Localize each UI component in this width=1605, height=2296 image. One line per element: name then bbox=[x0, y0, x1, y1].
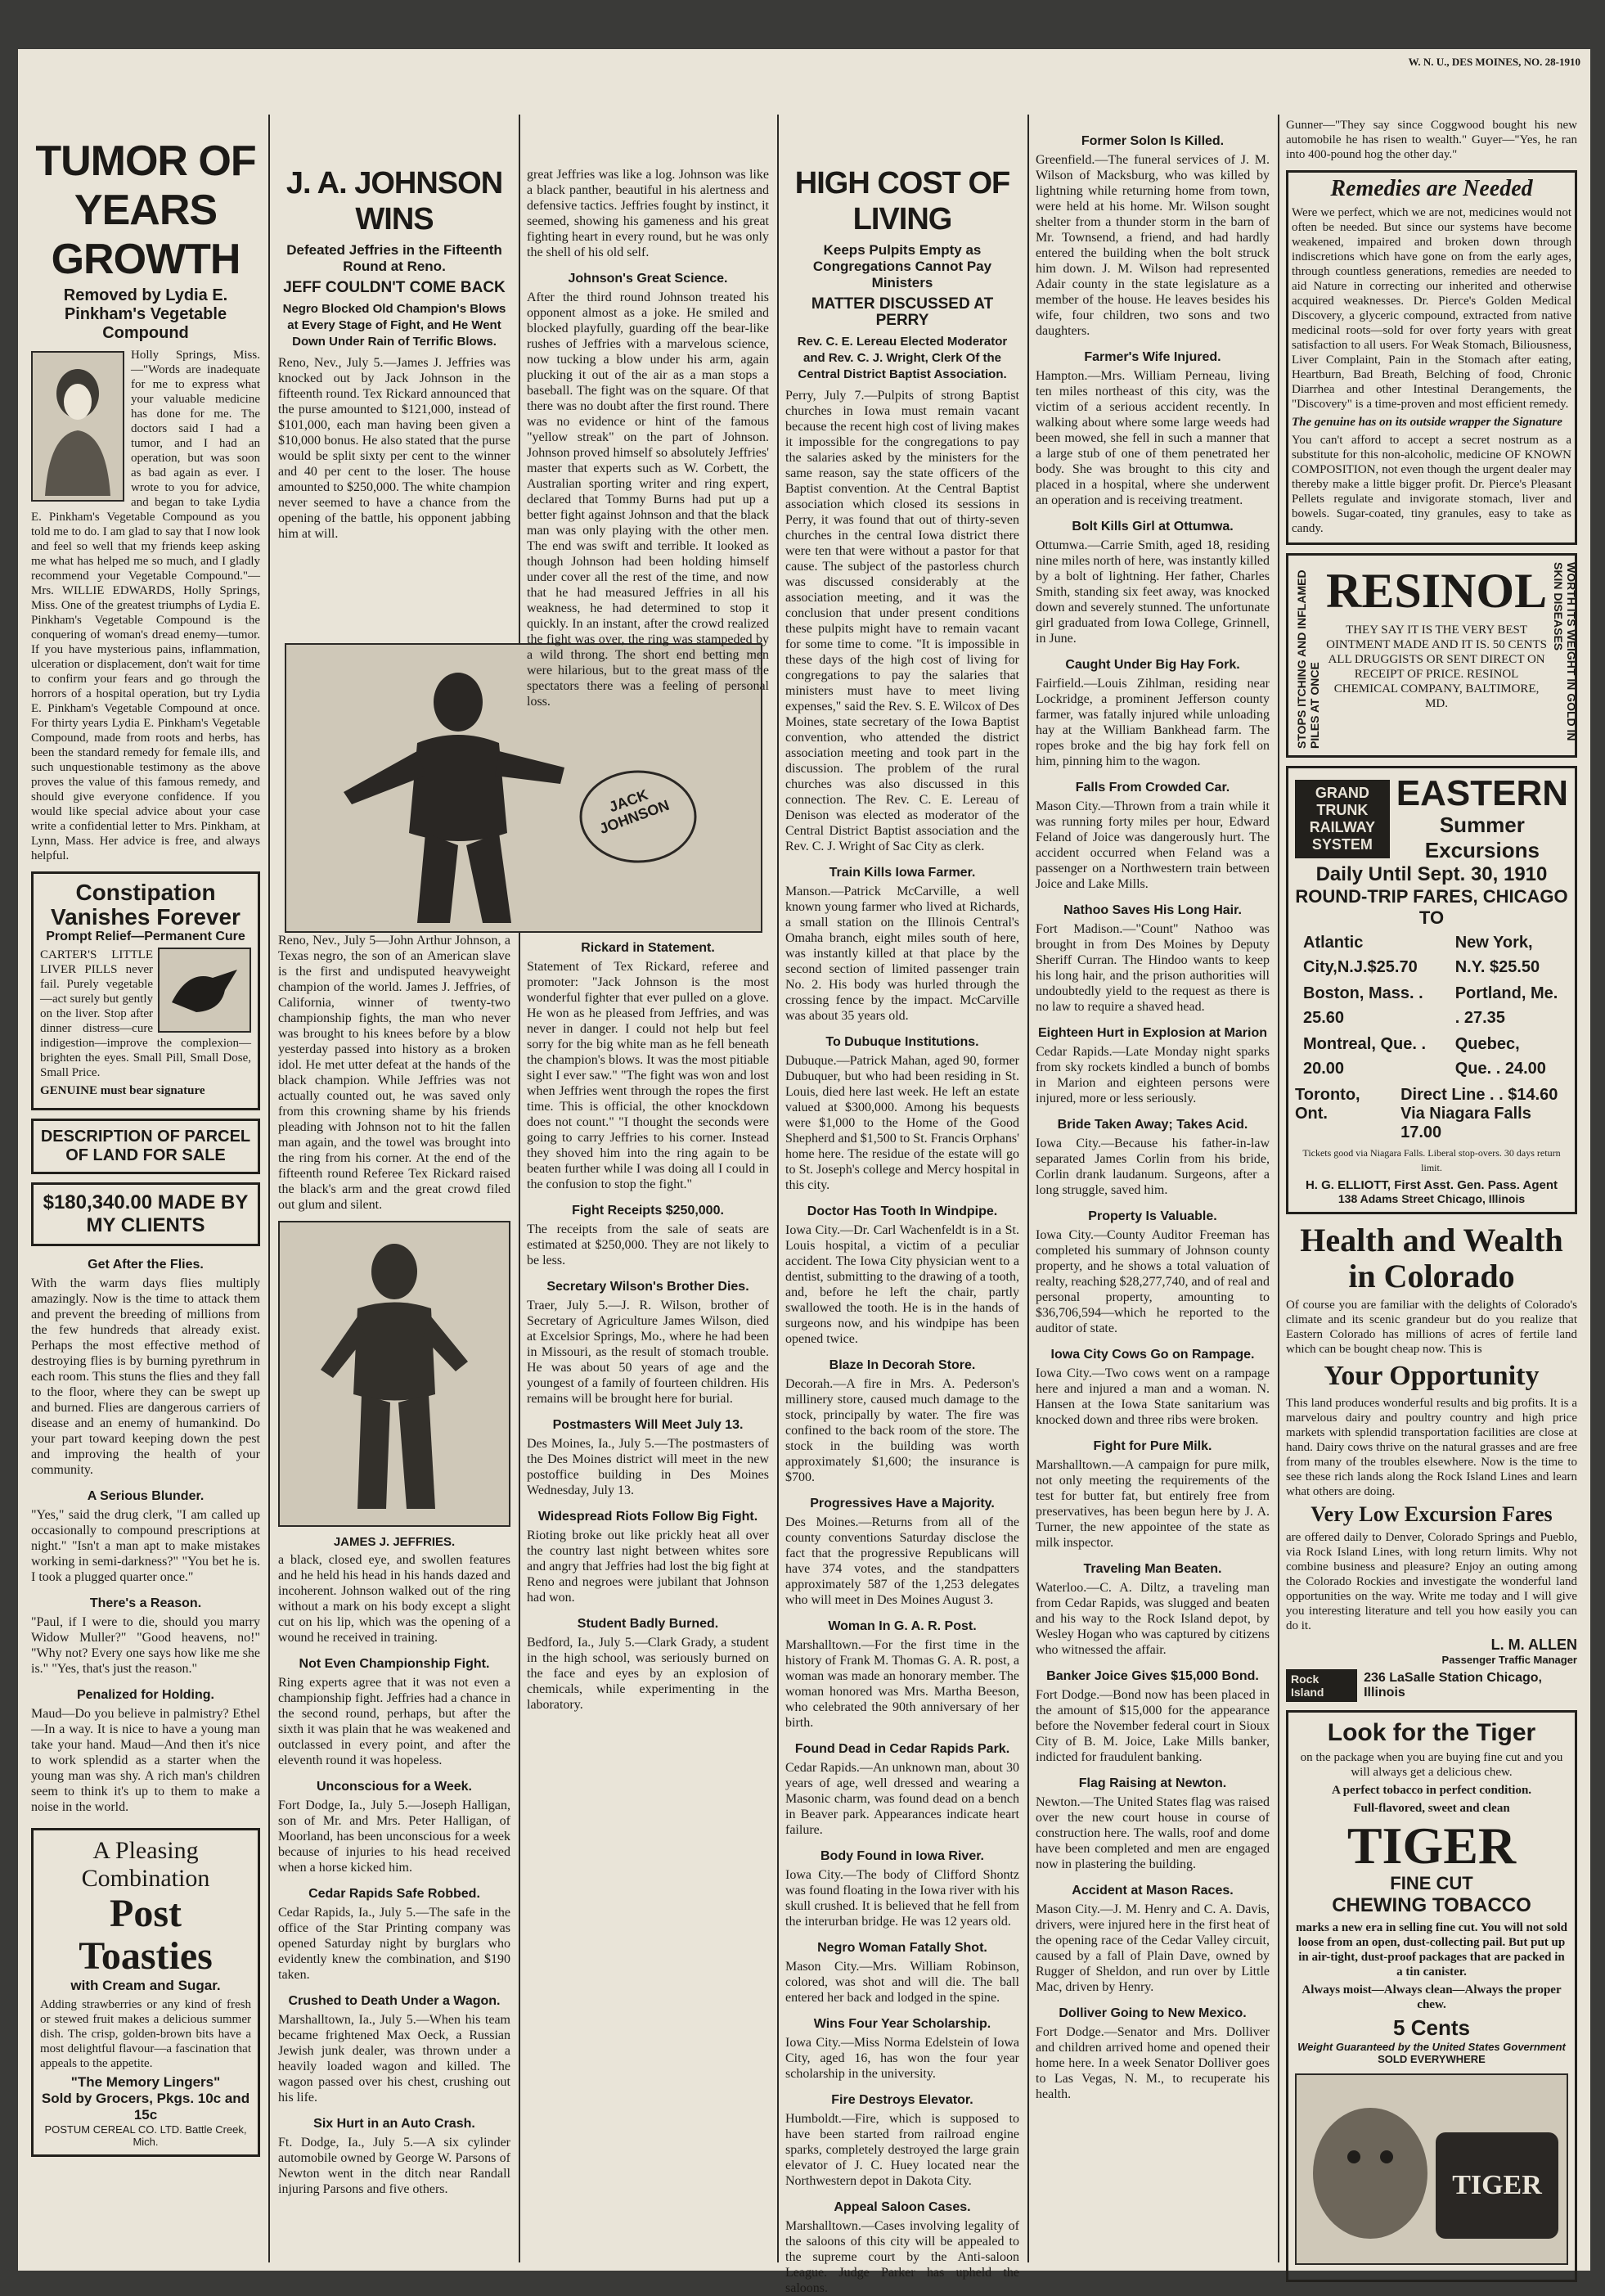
post-line-2: Combination bbox=[81, 1865, 210, 1892]
col4-deck-2: MATTER DISCUSSED AT PERRY bbox=[811, 295, 994, 329]
col4-body-4: Iowa City.—Dr. Carl Wachenfeldt is in a St. Louis hospital, a victim of a peculiar accident. The Iowa City physician went to a dentist, submitting to the drawing of a tooth, and, before he left the chair, partly swallowed the tooth. He is in the hands of surgeons now, and his windpipe has been opened twice. bbox=[785, 1223, 1019, 1346]
col3-body-8: Bedford, Ia., July 5.—Clark Grady, a student in the high school, was seriously burned on the face and eyes by an explosion of chemicals, while experimenting in the laboratory. bbox=[527, 1636, 769, 1712]
colorado-subhead-2: Very Low Excursion Fares bbox=[1311, 1502, 1553, 1526]
johnson-headline: J. A. JOHNSON WINS bbox=[285, 166, 503, 236]
column-3-upper bbox=[520, 164, 776, 709]
remedies-foot: You can't afford to accept a secret nostrum as a substitute for this non-alcoholic, medicine OF KNOWN COMPOSITION, not even though the urgent dealer may thereby make a little bigger profit. Dr. Pierce's Pleasant Pellets regulate and invigorate stomach, liver and bowels. Sugar-coated, tiny granules, easy to take as candy. bbox=[1292, 434, 1571, 535]
johnson-deck-2: JEFF COULDN'T COME BACK bbox=[283, 279, 506, 296]
cost-of-living-headline: HIGH COST OF LIVING bbox=[794, 166, 1010, 236]
post-body: Adding strawberries or any kind of fresh or stewed fruit makes a delicious summer dish. The crisp, golden-brown bits have a most delightful flavour—a fascination that appeals to the appetite. bbox=[40, 1998, 251, 2070]
colorado-agent: L. M. ALLEN bbox=[1490, 1636, 1577, 1653]
pinkham-ad bbox=[31, 139, 260, 863]
col5-body-15: Mason City.—J. M. Henry and C. A. Davis, drivers, were injured here in the first heat of the opening race of the Cedar Valley circuit, caused by a fall of Plain Dave, owned by Rugger of Sheldon, and run over by Little Mac, driven by Henry. bbox=[1036, 1902, 1270, 1994]
col5-sub-15: Accident at Mason Races. bbox=[1072, 1884, 1234, 1898]
rock-island-logo: Rock Island bbox=[1286, 1669, 1357, 1702]
jeffries-photo bbox=[278, 1221, 510, 1527]
johnson-photo-caption: JACK JOHNSON bbox=[597, 786, 672, 838]
col4-body-11: Iowa City.—Miss Norma Edelstein of Iowa City, aged 16, has won the four year scholarship in the university. bbox=[785, 2036, 1019, 2081]
column-rule bbox=[268, 115, 270, 2262]
col5-body-12: Waterloo.—C. A. Diltz, a traveling man from Cedar Rapids, was slugged and beaten and his way to the Rock Island depot, by Wesley Hogan who was captured by citizens who witnessed the affair. bbox=[1036, 1581, 1270, 1657]
colorado-body-2: This land produces wonderful results and big profits. It is a marvelous dairy and poultry country and high price markets with splendid transportation facilities are close at hand. Dairy cows thrive on the natural grasses and are free from many of the troubles elsewhere. Now is the time to see these rich lands along the Rock Island Lines and learn what others are doing. bbox=[1286, 1397, 1577, 1498]
col5-sub-5: Falls From Crowded Car. bbox=[1075, 781, 1230, 795]
johnson-body-1: Reno, Nev., July 5.—James J. Jeffries was knocked out by Jack Johnson in the fifteenth round. Tex Rickard announced that the purse amounted to $121,000, instead of $101,000, each man having been given a $10,000 bonus. He also stated that the purse would be split sixty per cent to the winner and 40 per cent to the loser. The house amounted to $250,000. The white champion never seemed to have a chance from the opening of the battle, his opponent jabbing him at will. bbox=[278, 356, 510, 541]
fare-row bbox=[1297, 1032, 1567, 1081]
post-line-4: Toasties bbox=[79, 1934, 213, 1978]
gt-fares-table bbox=[1295, 929, 1568, 1083]
col5-sub-9: Property Is Valuable. bbox=[1088, 1209, 1217, 1223]
gt-headline-1: EASTERN bbox=[1396, 773, 1568, 813]
woman-portrait bbox=[31, 351, 124, 502]
crow-icon bbox=[164, 953, 245, 1027]
col4-body-2: Manson.—Patrick McCarville, a well known young farmer who lived at Richards, a small station on the Illinois Central's Omaha branch, eight miles south of here, was instantly killed at that place by the second section of limited passenger train No. 2. His body was hurled through the crossing fence by the impact. McCarville was about 35 years old. bbox=[785, 885, 1019, 1023]
col2-sub-3: Cedar Rapids Safe Robbed. bbox=[308, 1887, 480, 1901]
col3-sub-5: Postmasters Will Meet July 13. bbox=[552, 1418, 744, 1432]
fare-cell: New York, N.Y. $25.50 bbox=[1454, 934, 1540, 976]
remedies-signature-label: The genuine has on its outside wrapper the Signature bbox=[1292, 416, 1562, 429]
tiger-chewing: CHEWING TOBACCO bbox=[1332, 1894, 1531, 1916]
gt-toronto: Toronto, Ont. bbox=[1295, 1086, 1360, 1123]
col5-body-5: Mason City.—Thrown from a train while it was running forty miles per hour, Edward Feland of Joice was dangerously hurt. The accident occurred when Feland was a passenger on a Northwestern train between Joice and Lake Mills. bbox=[1036, 799, 1270, 891]
col3-body-1: great Jeffries was like a log. Johnson was like a black panther, beautiful in his alertness and defensive tactics. Jeffries fought by instinct, it seemed, showing his gameness and his great fighting heart in every round, but he was only the shell of his old self. bbox=[527, 168, 769, 259]
col5-sub-6: Nathoo Saves His Long Hair. bbox=[1063, 903, 1242, 917]
col5-body-7: Cedar Rapids.—Late Monday night sparks from sky rockets kindled a bunch of bombs in Marion and eighteen persons were injured, more or less seriously. bbox=[1036, 1045, 1270, 1105]
col4-sub-7: Found Dead in Cedar Rapids Park. bbox=[794, 1742, 1010, 1756]
col3-body-6: Des Moines, Ia., July 5.—The postmasters of the Des Moines district will meet in the new postoffice building in Des Moines Wednesday, July 13. bbox=[527, 1437, 769, 1497]
tiger-can-image bbox=[1295, 2073, 1568, 2265]
patent-title: $180,340.00 MADE BY MY CLIENTS bbox=[43, 1191, 249, 1236]
column-1 bbox=[25, 49, 267, 2271]
col2-body-8: Ft. Dodge, Ia., July 5.—A six cylinder automobile owned by George W. Parsons of Newton went in the ditch near Randall injuring Parsons and five others. bbox=[278, 2136, 510, 2196]
colorado-subhead-1: Your Opportunity bbox=[1324, 1361, 1540, 1391]
colorado-agent-title: Passenger Traffic Manager bbox=[1441, 1654, 1577, 1666]
grand-trunk-logo: GRAND TRUNK RAILWAY SYSTEM bbox=[1295, 780, 1390, 858]
holding-body: Maud—Do you believe in palmistry? Ethel—In a way. It is nice to have a young man take your hand. Maud—And then it's nice to work splendid as a starter when the young man was shy. A rich man's children seem to think it's up to them to make a noise in the world. bbox=[31, 1707, 260, 1814]
post-maker: POSTUM CEREAL CO. LTD. Battle Creek, Mich. bbox=[44, 2123, 247, 2148]
pinkham-body: Holly Springs, Miss.—"Words are inadequate for me to express what your valuable medicine has done for me. The doctors said I had a tumor, and I had an operation, but was soon as bad again as ever. I wrote to you for advice, and began to take Lydia E. Pinkham's Vegetable Compound as you told me to do. I am glad to say that I now look and feel so well that my friends keep asking me what has helped me so much, and I gladly recommend your Vegetable Compound."—Mrs. WILLIE EDWARDS, Holly Springs, Miss. One of the greatest triumphs of Lydia E. Pinkham's Vegetable Compound is the conquering of woman's dread enemy—tumor. If you have mysterious pains, inflammation, ulceration or displacement, don't wait for time to confirm your fears and go through the horrors of a hospital operation, but try Lydia E. Pinkham's Vegetable Compound at once. For thirty years Lydia E. Pinkham's Vegetable Compound, made from roots and herbs, has been the standard remedy for female ills, and such unquestionable testimony as the above proves the value of this famous remedy, and should give everyone confidence. If you would like special advice about your case write a confidential letter to Mrs. Pinkham, at Lynn, Mass. Her advice is free, and always helpful. bbox=[31, 349, 260, 862]
woman-portrait-icon bbox=[37, 357, 119, 496]
col5-body-14: Newton.—The United States flag was raised over the new court house in course of construction here. The walls, roof and dome have been completed and men are engaged now in plastering the building. bbox=[1036, 1795, 1270, 1871]
colorado-headline-1: Health and Wealth bbox=[1300, 1222, 1563, 1258]
johnson-deck-3: Negro Blocked Old Champion's Blows at Every Stage of Fight, and He Went Down Under Rain of Terrific Blows. bbox=[282, 302, 506, 349]
flies-title: Get After the Flies. bbox=[88, 1258, 204, 1272]
fare-row bbox=[1297, 930, 1567, 979]
tiger-can-label: TIGER bbox=[1452, 2170, 1542, 2200]
resinol-name: RESINOL bbox=[1326, 564, 1548, 618]
fare-row bbox=[1297, 981, 1567, 1030]
col3-sub-4: Secretary Wilson's Brother Dies. bbox=[546, 1280, 749, 1294]
col3-sub-2: Rickard in Statement. bbox=[581, 941, 715, 955]
col5-body-1: Greenfield.—The funeral services of J. M. Wilson of Macksburg, who was killed by lightning while returning home from town, were held at his home. Mr. Wilson sought shelter from a thunder storm in the barn of Mr. Townsend, a friend, and had hardly entered the building when the bolt struck him down. J. M. Wilson had represented Adair county in the state legislature as a member of the house. He leaves besides his wife, four children, two sons and two daughters. bbox=[1036, 153, 1270, 338]
gt-direct: Direct Line . . $14.60 bbox=[1400, 1086, 1558, 1104]
col5-sub-11: Fight for Pure Milk. bbox=[1093, 1439, 1212, 1453]
tiger-body-5: Always moist—Always clean—Always the proper chew. bbox=[1302, 1983, 1562, 2011]
col5-sub-4: Caught Under Big Hay Fork. bbox=[1065, 658, 1240, 672]
col4-body-8: Cedar Rapids.—An unknown man, about 30 years of age, well dressed and wearing a Masonic charm, was found dead on a bench in Beaver park. Appearances indicate heart failure. bbox=[785, 1761, 1019, 1837]
fare-cell: Atlantic City,N.J.$25.70 bbox=[1303, 934, 1418, 976]
tiger-price: 5 Cents bbox=[1393, 2015, 1470, 2040]
flies-body: With the warm days flies multiply amazingly. Now is the time to attack them and prevent the breeding of millions from the few hundreds that already exist. Perhaps the most effective method of destroying flies is by burning pyrethrum in each room. This stuns the flies and they fall to the floor, where they can be swept up and burned. Flies are dangerous carriers of disease and an enemy of humankind. Do your part toward keeping down the pest and improving the health of your community. bbox=[31, 1276, 260, 1477]
tiger-body-1: on the package when you are buying fine cut and you will always get a delicious chew. bbox=[1300, 1751, 1563, 1779]
col3-sub-7: Student Badly Burned. bbox=[577, 1617, 719, 1631]
gt-headline-4: ROUND-TRIP FARES, CHICAGO TO bbox=[1295, 886, 1568, 928]
col5-body-9: Iowa City.—County Auditor Freeman has completed his summary of Johnson county property, and he shows a total valuation of realty, reaching $28,277,740, and of real and personal property, amounting to $36,706,594—which he reported to the auditor of state. bbox=[1036, 1228, 1270, 1335]
col5-sub-16: Dolliver Going to New Mexico. bbox=[1059, 2006, 1247, 2020]
resinol-ad bbox=[1286, 553, 1577, 758]
col2-sub-2: Unconscious for a Week. bbox=[317, 1780, 472, 1794]
remedies-headline: Remedies are Needed bbox=[1330, 176, 1533, 201]
pinkham-headline-2: YEARS bbox=[74, 187, 218, 234]
col4-sub-11: Fire Destroys Elevator. bbox=[831, 2093, 973, 2107]
tiger-brand: TIGER bbox=[1346, 1817, 1517, 1875]
post-line-1: A Pleasing bbox=[92, 1837, 199, 1864]
col2-body-5: Fort Dodge, Ia., July 5.—Joseph Halligan, son of Mr. and Mrs. Peter Halligan, of Moorland, has been unconscious for a week because of injuries to his head received when a horse kicked him. bbox=[278, 1799, 510, 1875]
col5-body-11: Marshalltown.—A campaign for pure milk, not only meeting the requirements of the test for butter fat, but entirely free from preservatives, has been begun here by J. A. Turner, the new appointee of the state as milk inspector. bbox=[1036, 1458, 1270, 1550]
tiger-fine-cut: FINE CUT bbox=[1390, 1873, 1473, 1893]
col4-body-5: Decorah.—A fire in Mrs. A. Pederson's millinery store, caused much damage to the stock, principally by water. The fire was confined to the back room of the store. The stock in the building was worth approximately $1,600; the insurance is $700. bbox=[785, 1377, 1019, 1484]
col5-body-16: Fort Dodge.—Senator and Mrs. Dolliver and children arrived home and opened their home here. In a week Senator Dolliver goes to Las Vegas, N. M., to recuperate his health. bbox=[1036, 2025, 1270, 2101]
gt-address: 138 Adams Street Chicago, Illinois bbox=[1338, 1192, 1526, 1205]
gt-headline-2: Summer Excursions bbox=[1424, 813, 1540, 862]
colorado-ad bbox=[1286, 1222, 1577, 1702]
gt-agent: H. G. ELLIOTT, First Asst. Gen. Pass. Agent bbox=[1305, 1178, 1558, 1192]
col4-sub-4: Blaze In Decorah Store. bbox=[829, 1358, 976, 1372]
col4-sub-5: Progressives Have a Majority. bbox=[810, 1497, 995, 1510]
grand-trunk-ad bbox=[1286, 766, 1577, 1214]
col4-sub-9: Negro Woman Fatally Shot. bbox=[817, 1941, 987, 1955]
tiger-icon bbox=[1297, 2083, 1567, 2255]
colorado-body-3: are offered daily to Denver, Colorado Springs and Pueblo, via Rock Island Lines, with long return limits. Why not combine business and pleasure? Enjoy an outing among the Colorado Rockies and investigate the wonderful land opportunities on the way. Write me today and I will give you interesting literature and tell you how easily you can do it. bbox=[1286, 1531, 1577, 1632]
col5-sub-13: Banker Joice Gives $15,000 Bond. bbox=[1046, 1669, 1259, 1683]
col5-sub-2: Farmer's Wife Injured. bbox=[1084, 350, 1221, 364]
col2-sub-1: Not Even Championship Fight. bbox=[299, 1657, 490, 1671]
fare-cell: Portland, Me. . 27.35 bbox=[1454, 984, 1558, 1027]
post-line-5: with Cream and Sugar. bbox=[70, 1978, 221, 1993]
johnson-deck-1: Defeated Jeffries in the Fifteenth Round at Reno. bbox=[286, 242, 502, 274]
resinol-side-left: STOPS ITCHING AND INFLAMED PILES AT ONCE bbox=[1295, 569, 1321, 749]
pinkham-subhead: Removed by Lydia E. Pinkham's Vegetable Compound bbox=[63, 286, 228, 342]
col5-sub-1: Former Solon Is Killed. bbox=[1081, 134, 1225, 148]
colorado-address: 236 LaSalle Station Chicago, Illinois bbox=[1364, 1671, 1542, 1699]
reason-body: "Paul, if I were to die, should you marry Widow Muller?" "Good heavens, no!" "Why not? Every one says how like me she is." "Yes, that's just the reason." bbox=[31, 1615, 260, 1676]
col5-body-2: Hampton.—Mrs. William Perneau, living ten miles northeast of this city, was the victim of a serious accident recently. In walking about where some large weeds had been mowed, she fell in such a manner that a large stub of one of them penetrated her body. She was brought to this city and placed in a hospital, where she underwent an operation and is receiving treatment. bbox=[1036, 369, 1270, 507]
col2-body-7: Marshalltown, Ia., July 5.—When his team became frightened Max Oeck, a Russian Jewish junk dealer, was thrown under a heavily loaded wagon and killed. The wagon passed over his chest, crushing out his life. bbox=[278, 2013, 510, 2105]
blunder-title: A Serious Blunder. bbox=[87, 1489, 205, 1503]
fare-cell: Montreal, Que. . 20.00 bbox=[1303, 1035, 1427, 1078]
col4-deck-3: Rev. C. E. Lereau Elected Moderator and Rev. C. J. Wright, Clerk Of the Central District Baptist Association. bbox=[797, 335, 1008, 381]
col3-sub-1: Johnson's Great Science. bbox=[568, 272, 728, 286]
post-line-3: Post bbox=[110, 1892, 182, 1935]
fare-cell: Boston, Mass. . 25.60 bbox=[1303, 984, 1423, 1027]
post-toasties-ad bbox=[31, 1828, 260, 2157]
col2-sub-4: Crushed to Death Under a Wagon. bbox=[288, 1994, 501, 2008]
col5-body-13: Fort Dodge.—Bond now has been placed in the amount of $15,000 for the appearance before the November federal court in Sioux City of B. M. Joice, Lake Mills banker, indicted for fraudulent banking. bbox=[1036, 1688, 1270, 1764]
col4-body-3: Dubuque.—Patrick Mahan, aged 90, former Dubuquer, but who had been residing in St. Louis, died here last week. He left an estate valued at $300,000. Among his bequests were $1,000 to the Home of the Good Shepherd and $1,500 to St. Francis Orphans' home here. The residue of the estate will go to St. Joseph's college and Mercy hospital in this city. bbox=[785, 1054, 1019, 1192]
post-sold: Sold by Grocers, Pkgs. 10c and 15c bbox=[41, 2091, 250, 2123]
col5-sub-10: Iowa City Cows Go on Rampage. bbox=[1050, 1348, 1255, 1362]
col4-sub-6: Woman In G. A. R. Post. bbox=[828, 1619, 977, 1633]
tiger-body-3: Full-flavored, sweet and clean bbox=[1353, 1802, 1510, 1815]
tiger-guarantee: Weight Guaranteed by the United States Government bbox=[1297, 2041, 1566, 2053]
col5-sub-14: Flag Raising at Newton. bbox=[1078, 1776, 1227, 1790]
col4-body-7: Marshalltown.—For the first time in the history of Frank M. Thomas G. A. R. post, a woman was made an honorary member. The woman honored was Mrs. Martha Beeson, who celebrated the 90th anniversary of her birth. bbox=[785, 1638, 1019, 1730]
col5-body-10: Iowa City.—Two cows went on a rampage here and injured a man and a woman. N. Hansen at the Iowa State sanitarium was knocked down and three ribs were broken. bbox=[1036, 1366, 1270, 1427]
tiger-body-4: marks a new era in selling fine cut. You will not sold loose from an open, dust-collecting pail. But put up in air-tight, dust-proof packages that are packed in a tin canister. bbox=[1296, 1921, 1567, 1979]
remedies-body: Were we perfect, which we are not, medicines would not often be needed. But since our systems have become weakened, impaired and broken down through indiscretions which have gone on from the early ages, through countless generations, remedies are needed to aid Nature in correcting our inherited and otherwise acquired weaknesses. Dr. Pierce's Golden Medical Discovery, a glyceric compound, extracted from native medicinal roots—sold for over forty years with great satisfaction to all users. For Weak Stomach, Biliousness, Liver Complaint, Pain in the Stomach after eating, Heartburn, Bad Breath, Belching of food, Chronic Diarrhea and other Intestinal Derangements, the "Discovery" is a time-proven and most efficient remedy. bbox=[1292, 206, 1571, 411]
col5-body-3: Ottumwa.—Carrie Smith, aged 18, residing nine miles north of here, was instantly killed by a bolt of lightning. Her father, Charles Smith, standing six feet away, was knocked down and severely stunned. The unfortunate girl graduated from Iowa College, Grinnell, in June. bbox=[1036, 538, 1270, 646]
col2-body-4: Ring experts agree that it was not even a championship fight. Jeffries had a chance in the second round, perhaps, but after the sixth it was plain that he was weakened and outclassed in every point, and after the eleventh round it was hopeless. bbox=[278, 1676, 510, 1767]
col4-sub-3: Doctor Has Tooth In Windpipe. bbox=[807, 1204, 998, 1218]
fare-cell: Quebec, Que. . 24.00 bbox=[1454, 1035, 1546, 1078]
tiger-headline: Look for the Tiger bbox=[1327, 1719, 1536, 1746]
carter-body: CARTER'S LITTLE LIVER PILLS never fail. Purely vegetable—act surely but gently on the liver. Stop after dinner distress—cure indigestion—improve the complexion—brighten the eyes. Small Pill, Small Dose, Small Price. bbox=[40, 948, 251, 1079]
land-sale-ad bbox=[31, 1119, 260, 1174]
colorado-body-1: Of course you are familiar with the delights of Colorado's climate and its scenic grandeur but do you realize that Eastern Colorado has millions of acres of fertile land which can be bought cheap now. This is bbox=[1286, 1299, 1577, 1356]
carter-signature-label: GENUINE must bear signature bbox=[40, 1084, 205, 1097]
pinkham-headline-1: TUMOR OF bbox=[35, 137, 256, 185]
col5-sub-12: Traveling Man Beaten. bbox=[1083, 1562, 1222, 1576]
gt-niagara: Via Niagara Falls 17.00 bbox=[1400, 1105, 1531, 1141]
carter-headline: Constipation Vanishes Forever bbox=[51, 880, 241, 930]
col4-body-12: Humboldt.—Fire, which is supposed to have been started from railroad engine sparks, completely destroyed the large grain elevator of J. C. Huey located near the Northwestern depot in Dakota City. bbox=[785, 2112, 1019, 2188]
col3-body-7: Rioting broke out like prickly heat all over the country last night between whites sore and angry that Jeffries had lost the big fight at Reno and negroes were jubilant that Johnson had won. bbox=[527, 1528, 769, 1605]
col5-body-6: Fort Madison.—"Count" Nathoo was brought in from Des Moines by Deputy Sheriff Curran. The Hindoo wants to keep his long hair, and the prison authorities will undoubtedly yield to the request as there is no law to require a shaved head. bbox=[1036, 922, 1270, 1014]
col5-sub-7: Eighteen Hurt in Explosion at Marion bbox=[1037, 1026, 1267, 1040]
col3-body-4: The receipts from the sale of seats are estimated at $250,000. They are not likely to be less. bbox=[527, 1222, 769, 1267]
tiger-sold: SOLD EVERYWHERE bbox=[1378, 2053, 1486, 2065]
pinkham-headline-3: GROWTH bbox=[51, 236, 241, 283]
col5-sub-3: Bolt Kills Girl at Ottumwa. bbox=[1072, 520, 1234, 533]
col3-body-3: Statement of Tex Rickard, referee and promoter: "Jack Johnson is the most wonderful fighter that ever pulled on a glove. He won as he pleased from Jeffries, and was never in danger. I could not help but feel sorry for the big white man as he fell beneath the champion's blows. It was the most pitiable sight I ever saw." "The fight was won and lost when Jeffries went through the ropes the first time. This is official, the other knockdown does not count." "I thought the seconds were going to carry Jeffries to his corner. Instead they shoved him into the ring again to be beaten further while I was doing all I could in the confusion to stop the fight." bbox=[527, 960, 769, 1191]
column-5 bbox=[1029, 49, 1276, 2271]
col4-sub-8: Body Found in Iowa River. bbox=[820, 1849, 984, 1863]
col4-sub-12: Appeal Saloon Cases. bbox=[834, 2200, 971, 2214]
gt-headline-3: Daily Until Sept. 30, 1910 bbox=[1315, 863, 1548, 885]
johnson-body-2: Reno, Nev., July 5—John Arthur Johnson, a Texas negro, the son of an American slave is the first and undisputed heavyweight champion of the world. James J. Jeffries, of California, winner of twenty-two championship fights, the man who never was brought to his knees before by a blow yesterday passed into history as a broken idol. He met utter defeat at the hands of the black champion. While Jeffries was not actually counted out, he was saved only from this crowning shame by his friends pleading with Johnson not to hit the fallen man again, and the towel was brought into the ring from his corner. At the end of the fifteenth round Referee Tex Rickard raised the black's arm and the great crowd filed out glum and silent. bbox=[278, 934, 510, 1212]
jeffries-photo-caption: JAMES J. JEFFRIES. bbox=[333, 1535, 456, 1549]
col2-sub-5: Six Hurt in an Auto Crash. bbox=[313, 2117, 475, 2131]
holding-title: Penalized for Holding. bbox=[76, 1688, 214, 1702]
col2-body-6: Cedar Rapids, Ia., July 5.—The safe in the office of the Star Printing company was opened Saturday night by burglars who evidently knew the combination, and $190 taken. bbox=[278, 1906, 510, 1982]
patent-ad bbox=[31, 1182, 260, 1246]
post-motto: "The Memory Lingers" bbox=[70, 2074, 221, 2090]
col5-body-8: Iowa City.—Because his father-in-law separated James Corlin from his bride, Corlin drank laudanum. Surgeons, after a long struggle, saved him. bbox=[1036, 1137, 1270, 1197]
resinol-body: THEY SAY IT IS THE VERY BEST OINTMENT MADE AND IT IS. 50 CENTS ALL DRUGGISTS OR SENT DIRECT ON RECEIPT OF PRICE. RESINOL CHEMICAL COMPANY, BALTIMORE, MD. bbox=[1326, 624, 1547, 710]
col3-sub-3: Fight Receipts $250,000. bbox=[572, 1204, 724, 1218]
col5-sub-8: Bride Taken Away; Takes Acid. bbox=[1057, 1118, 1248, 1132]
column-6 bbox=[1279, 49, 1584, 2271]
col4-deck-1: Keeps Pulpits Empty as Congregations Cannot Pay Ministers bbox=[812, 242, 992, 290]
crow-pillbox-image bbox=[158, 948, 251, 1033]
col3-sub-6: Widespread Riots Follow Big Fight. bbox=[537, 1510, 758, 1524]
column-2-lower bbox=[272, 930, 517, 2271]
col3-body-5: Traer, July 5.—J. R. Wilson, brother of Secretary of Agriculture James Wilson, died at Excelsior Springs, Mo., where he had been in Missouri, as the result of stomach trouble. He was about 50 years of age and the youngest of a family of fourteen children. His remains will be brought here for burial. bbox=[527, 1299, 769, 1406]
gunner-joke: Gunner—"They say since Coggwood bought his new automobile he has risen to wealth." Guyer—"Yes, he ran into 400-pound hog the other day." bbox=[1286, 119, 1577, 161]
column-3-lower bbox=[520, 930, 776, 2271]
gt-fine-print: Tickets good via Niagara Falls. Liberal stop-overs. 30 days return limit. bbox=[1302, 1147, 1561, 1173]
newspaper-page bbox=[18, 49, 1590, 2295]
col4-sub-2: To Dubuque Institutions. bbox=[825, 1035, 979, 1049]
folio: W. N. U., DES MOINES, NO. 28-1910 bbox=[1408, 56, 1580, 68]
resinol-side-right: WORTH ITS WEIGHT IN GOLD IN SKIN DISEASES bbox=[1552, 562, 1579, 741]
pierce-remedies-ad bbox=[1286, 170, 1577, 545]
column-4 bbox=[779, 49, 1026, 2295]
col4-sub-1: Train Kills Iowa Farmer. bbox=[829, 866, 976, 880]
boxer-icon bbox=[288, 1231, 501, 1517]
johnson-body-3: a black, closed eye, and swollen features and he held his head in his hands dazed and incoherent. Johnson walked out of the ring without a mark on his body except a slight cut on his lip, which was the opening of a wound he received in training. bbox=[278, 1553, 510, 1645]
col4-body-13: Marshalltown.—Cases involving legality of the saloons of this city will be appealed to the supreme court by the Anti-saloon League. Judge Parker has upheld the saloons. bbox=[785, 2219, 1019, 2295]
col4-sub-10: Wins Four Year Scholarship. bbox=[813, 2017, 991, 2031]
colorado-headline-2: in Colorado bbox=[1348, 1258, 1515, 1294]
land-sale-title: DESCRIPTION OF PARCEL OF LAND FOR SALE bbox=[40, 1128, 251, 1164]
col5-body-4: Fairfield.—Louis Zihlman, residing near Lockridge, a prominent Jefferson county farmer, was fatally injured while unloading hay at the William Bankhead farm. The ropes broke and the big hay fork fell on him, pinning him to the wagon. bbox=[1036, 677, 1270, 768]
col4-body-1: Perry, July 7.—Pulpits of strong Baptist churches in Iowa must remain vacant because the recent high cost of living makes it impossible for the congregations to pay the salaries asked by the ministers for the same reason, say the state officers of the Baptist convention. At the Central Baptist association which closed its sessions in Perry, it was found that out of thirty-seven churches in the central Iowa district there were ten that were without a pastor for that cause. The subject of the pastorless church was discussed considerably at the association meeting, and it was the conclusion that under present conditions these pulpits might have to remain vacant for some time to come. "It is impossible in these days of the high cost of living for congregations to pay the salaries that ministers must have to meet living expenses," said the Rev. S. E. Wilcox of Des Moines, state secretary of the Iowa Baptist convention, who attended the district association meeting and took part in the discussion. The problem of the rural churches was also discussed in this connection. The Rev. C. E. Lereau of Denison was elected as moderator of the Central District Baptist association and the Rev. C. J. Wright of Sac City as clerk. bbox=[785, 389, 1019, 853]
carter-ad bbox=[31, 871, 260, 1110]
col3-body-2: After the third round Johnson treated his opponent almost as a joke. He smiled and blocked playfully, guarding off the bear-like rushes of Jeffries with a marvelous science, now tucking a blow under his arm, again plucking it out of the air as a man stops a baseball. The fight was on the square. Of that there was no doubt after the first round. There was no evidence or hint of the famous "yellow streak" on the part of Johnson. Johnson proved himself so absolutely Jeffries' master that experts such as W. Corbett, the Australian sporting writer and ring expert, declared that Tommy Burns had put up a better fight against Johnson and that the black man was only playing with the other men. The end was swift and terrible. It looked as though Johnson had been holding himself under cover all the rest of the time, and now that he had measured Jeffries in all his weakness, he had determined to stop it quickly. In an instant, after the crowd realized the fight was over, the ring was stampeded by a wild throng. The short end betting men were hilarious, but to the great mass of the spectators there was a feeling of personal loss. bbox=[527, 290, 769, 709]
reason-title: There's a Reason. bbox=[89, 1596, 202, 1610]
col4-body-6: Des Moines.—Returns from all of the county conventions Saturday disclose the fact that the progressive Republicans will have 374 votes, and the standpatters approximately 587 of the 1,253 delegates who will meet in Des Moines August 3. bbox=[785, 1515, 1019, 1607]
col4-body-9: Iowa City.—The body of Clifford Shontz was found floating in the Iowa river with his skull crushed. It is believed that he fell from the interurban bridge. He was 12 years old. bbox=[785, 1868, 1019, 1929]
carter-subhead: Prompt Relief—Permanent Cure bbox=[46, 930, 245, 943]
blunder-body: "Yes," said the drug clerk, "I am called up occasionally to compound prescriptions at night." "Isn't a man apt to make mistakes working in semi-darkness?" "You bet he is. I took a plugged quarter once." bbox=[31, 1508, 260, 1584]
tiger-body-2: A perfect tobacco in perfect condition. bbox=[1331, 1784, 1532, 1797]
tiger-tobacco-ad bbox=[1286, 1710, 1577, 2282]
col4-body-10: Mason City.—Mrs. William Robinson, colored, was shot and will die. The ball entered her back and lodged in the spine. bbox=[785, 1960, 1019, 2005]
